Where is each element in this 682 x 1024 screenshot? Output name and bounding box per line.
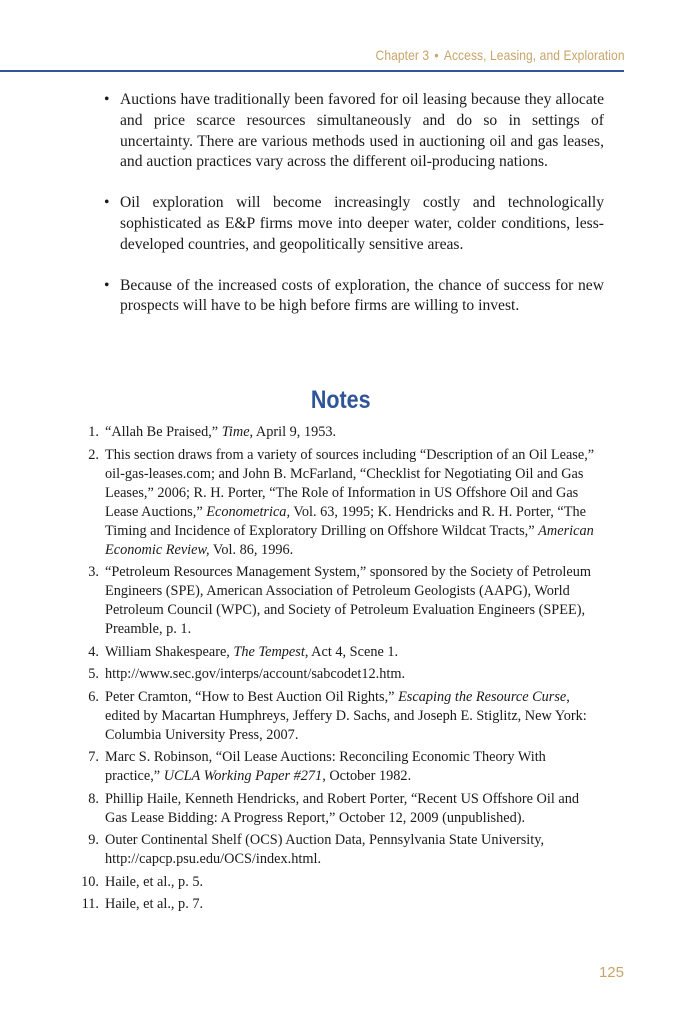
note-italic-text: UCLA Working Paper #271: [163, 768, 323, 784]
note-number: 2.: [88, 446, 99, 463]
note-text: , October 1982.: [322, 768, 412, 784]
header-separator: •: [434, 47, 440, 63]
section-title: Access, Leasing, and Exploration: [444, 47, 625, 63]
note-text: http://www.sec.gov/interps/account/sabcodet12.htm.: [105, 666, 406, 682]
note-text: “Petroleum Resources Management System,” sponsored by the Society of Petroleum Engineers (SPE), American Association of Petroleum Geologists (AAPG), World Petroleum Council (WPC), and Society of Petroleum Evaluation Engineers (SPEE), Preamble, p. 1.: [105, 564, 591, 637]
note-text: Vol. 86, 1996.: [209, 541, 294, 558]
note-number: 11.: [81, 896, 99, 912]
note-text: Marc S. Robinson, “Oil Lease Auctions: Reconciling Economic Theory With practice,”: [105, 749, 546, 784]
note-italic-text: Escaping the Resource Curse: [398, 688, 567, 705]
summary-bullet: • Oil exploration will become increasingly costly and technologically sophisticated as E&P firms move into deeper water, colder conditions, less-developed countries, and geopolitically sensitive areas.: [104, 193, 604, 255]
note-text: Vol. 63, 1995; K. Hendricks and R. H. Porter, “The Timing and Incidence of Exploratory Drilling on Offshore Wildcat Tracts,”: [105, 503, 586, 539]
note-text: Haile, et al., p. 5.: [105, 873, 204, 890]
note-item: [80, 873, 600, 892]
summary-bullet: • Because of the increased costs of exploration, the chance of success for new prospects will have to be high before firms are willing to invest.: [104, 276, 604, 318]
note-item: [80, 790, 600, 828]
note-number: 1.: [88, 424, 99, 440]
note-item: [80, 665, 600, 684]
summary-bullet-list: [104, 90, 604, 337]
note-text: “Allah Be Praised,”: [105, 424, 222, 440]
note-italic-text: Econometrica,: [206, 503, 291, 520]
note-item: [80, 748, 600, 786]
chapter-label: Chapter 3: [375, 47, 430, 63]
note-text: Haile, et al., p. 7.: [105, 896, 204, 912]
note-text: Phillip Haile, Kenneth Hendricks, and Robert Porter, “Recent US Offshore Oil and Gas Lease Bidding: A Progress Report,” October 12, 2009 (unpublished).: [105, 790, 580, 826]
running-header: [376, 47, 625, 63]
note-italic-text: American Economic Review,: [105, 522, 594, 558]
note-number: 9.: [88, 832, 99, 848]
note-item: [80, 423, 600, 442]
note-number: 10.: [81, 873, 99, 890]
note-italic-text: The Tempest: [233, 643, 305, 660]
notes-heading: Notes: [311, 386, 371, 414]
note-item: [80, 563, 600, 639]
note-number: 6.: [88, 688, 99, 705]
note-number: 5.: [88, 666, 99, 682]
note-number: 8.: [88, 790, 99, 807]
header-rule: [0, 70, 624, 72]
note-italic-text: Time: [221, 424, 250, 440]
note-item: [80, 446, 600, 560]
note-text: , Act 4, Scene 1.: [304, 643, 399, 660]
note-text: William Shakespeare,: [105, 643, 234, 660]
note-item: [80, 831, 600, 869]
summary-bullet: • Auctions have traditionally been favored for oil leasing because they allocate and price scarce resources simultaneously and do so in settings of uncertainty. There are various methods used in auctioning oil and gas leases, and auction practices vary across the different oil-producing nations.: [104, 90, 604, 173]
note-number: 7.: [88, 749, 99, 765]
note-number: 3.: [88, 564, 99, 580]
notes-list: [80, 423, 600, 918]
note-text: , April 9, 1953.: [249, 424, 337, 440]
note-text: Peter Cramton, “How to Best Auction Oil Rights,”: [105, 688, 399, 705]
note-item: [80, 688, 600, 745]
note-text: This section draws from a variety of sources including “Description of an Oil Lease,” oil-gas-leases.com; and John B. McFarland, “Checklist for Negotiating Oil and Gas Leases,” 2006; R. H. Porter, “The Role of Information in US Offshore Oil and Gas Lease Auctions,”: [105, 446, 595, 520]
note-text: , edited by Macartan Humphreys, Jeffery D. Sachs, and Joseph E. Stiglitz, New York: Columbia University Press, 2007.: [105, 688, 587, 743]
note-text: Outer Continental Shelf (OCS) Auction Data, Pennsylvania State University, http://capcp.psu.edu/OCS/index.html.: [105, 832, 545, 867]
page-number: 125: [598, 964, 624, 981]
note-item: [80, 643, 600, 662]
note-number: 4.: [88, 643, 99, 660]
note-item: [80, 895, 600, 914]
